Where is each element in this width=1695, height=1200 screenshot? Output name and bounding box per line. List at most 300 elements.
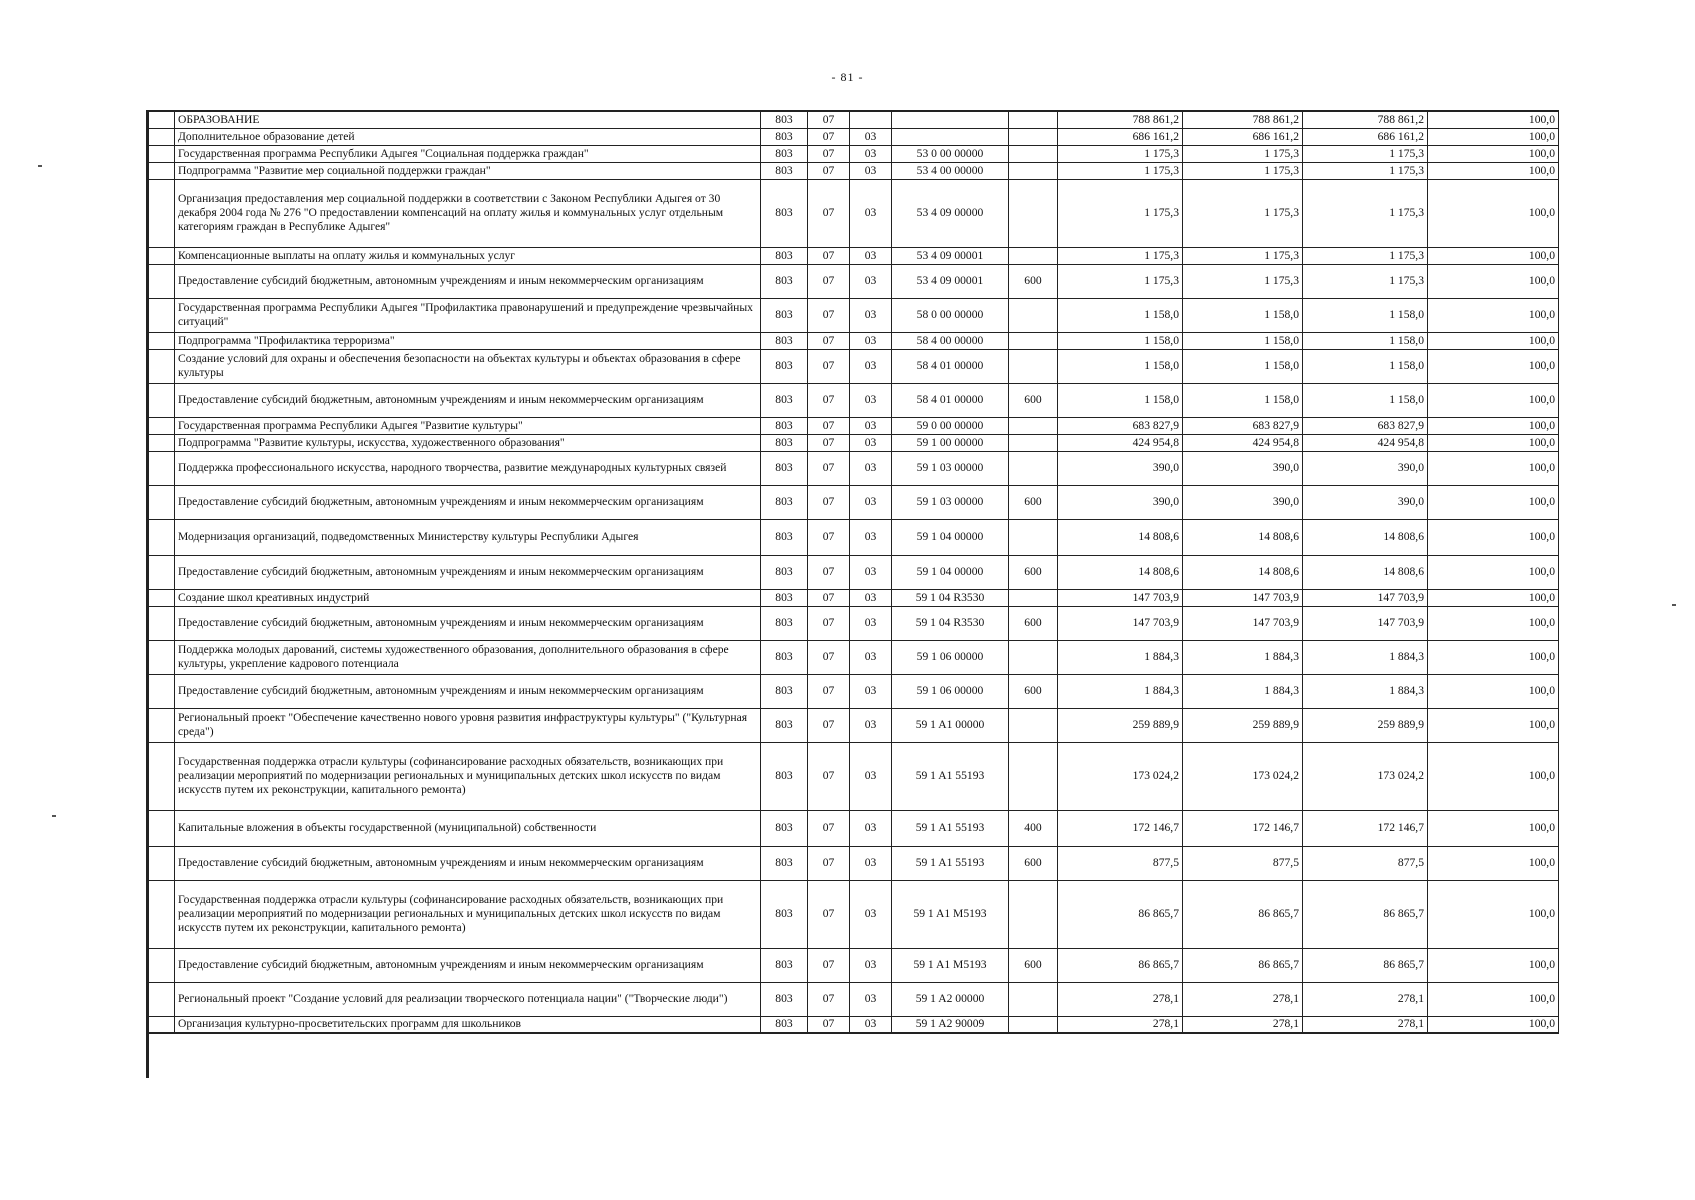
rz-code: 07 xyxy=(808,298,850,332)
pr-code xyxy=(850,111,892,128)
percent: 100,0 xyxy=(1428,982,1559,1016)
table-row xyxy=(149,162,1559,179)
amount-1: 14 808,6 xyxy=(1058,519,1183,555)
amount-3: 86 865,7 xyxy=(1303,948,1428,982)
row-name: Создание школ креативных индустрий xyxy=(175,589,761,606)
row-name: Создание условий для охраны и обеспечения безопасности на объектах культуры и объектах образования в сфере культуры xyxy=(175,349,761,383)
csr-code: 59 1 03 00000 xyxy=(892,451,1009,485)
rz-code: 07 xyxy=(808,417,850,434)
percent: 100,0 xyxy=(1428,349,1559,383)
amount-1: 686 161,2 xyxy=(1058,128,1183,145)
csr-code: 59 1 04 R3530 xyxy=(892,589,1009,606)
pr-code: 03 xyxy=(850,128,892,145)
ved-code: 803 xyxy=(761,519,808,555)
row-gutter xyxy=(149,640,175,674)
amount-1: 683 827,9 xyxy=(1058,417,1183,434)
row-name: ОБРАЗОВАНИЕ xyxy=(175,111,761,128)
row-name: Государственная программа Республики Адыгея "Развитие культуры" xyxy=(175,417,761,434)
rz-code: 07 xyxy=(808,145,850,162)
ved-code: 803 xyxy=(761,298,808,332)
row-name: Государственная программа Республики Адыгея "Профилактика правонарушений и предупреждение чрезвычайных ситуаций" xyxy=(175,298,761,332)
amount-3: 1 158,0 xyxy=(1303,383,1428,417)
amount-3: 147 703,9 xyxy=(1303,589,1428,606)
pr-code: 03 xyxy=(850,383,892,417)
rz-code: 07 xyxy=(808,264,850,298)
amount-1: 1 158,0 xyxy=(1058,383,1183,417)
csr-code: 59 1 00 00000 xyxy=(892,434,1009,451)
pr-code: 03 xyxy=(850,640,892,674)
ved-code: 803 xyxy=(761,247,808,264)
rz-code: 07 xyxy=(808,111,850,128)
amount-3: 172 146,7 xyxy=(1303,810,1428,846)
percent: 100,0 xyxy=(1428,247,1559,264)
amount-2: 1 158,0 xyxy=(1183,332,1303,349)
amount-2: 278,1 xyxy=(1183,982,1303,1016)
csr-code: 59 1 04 00000 xyxy=(892,519,1009,555)
vr-code xyxy=(1009,519,1058,555)
vr-code: 600 xyxy=(1009,383,1058,417)
table-row xyxy=(149,349,1559,383)
table-row xyxy=(149,179,1559,247)
vr-code: 600 xyxy=(1009,606,1058,640)
amount-3: 390,0 xyxy=(1303,451,1428,485)
amount-3: 1 884,3 xyxy=(1303,674,1428,708)
page-number: - 81 - xyxy=(831,70,864,84)
pr-code: 03 xyxy=(850,179,892,247)
amount-1: 147 703,9 xyxy=(1058,589,1183,606)
row-gutter xyxy=(149,145,175,162)
csr-code: 59 1 06 00000 xyxy=(892,640,1009,674)
amount-1: 424 954,8 xyxy=(1058,434,1183,451)
amount-3: 173 024,2 xyxy=(1303,742,1428,810)
vr-code: 400 xyxy=(1009,810,1058,846)
amount-2: 14 808,6 xyxy=(1183,555,1303,589)
amount-1: 86 865,7 xyxy=(1058,948,1183,982)
rz-code: 07 xyxy=(808,1016,850,1033)
row-gutter xyxy=(149,383,175,417)
amount-2: 424 954,8 xyxy=(1183,434,1303,451)
table-row xyxy=(149,519,1559,555)
csr-code: 59 1 A1 55193 xyxy=(892,846,1009,880)
vr-code xyxy=(1009,417,1058,434)
row-gutter xyxy=(149,485,175,519)
row-gutter xyxy=(149,742,175,810)
amount-3: 1 158,0 xyxy=(1303,349,1428,383)
row-name: Предоставление субсидий бюджетным, автономным учреждениям и иным некоммерческим организациям xyxy=(175,846,761,880)
table-row xyxy=(149,298,1559,332)
ved-code: 803 xyxy=(761,434,808,451)
row-gutter xyxy=(149,708,175,742)
row-gutter xyxy=(149,1016,175,1033)
amount-3: 788 861,2 xyxy=(1303,111,1428,128)
amount-2: 390,0 xyxy=(1183,451,1303,485)
table-row xyxy=(149,846,1559,880)
csr-code: 58 4 01 00000 xyxy=(892,383,1009,417)
row-gutter xyxy=(149,589,175,606)
csr-code: 59 0 00 00000 xyxy=(892,417,1009,434)
csr-code: 59 1 A1 55193 xyxy=(892,742,1009,810)
percent: 100,0 xyxy=(1428,145,1559,162)
rz-code: 07 xyxy=(808,674,850,708)
rz-code: 07 xyxy=(808,349,850,383)
row-name: Предоставление субсидий бюджетным, автономным учреждениям и иным некоммерческим организациям xyxy=(175,674,761,708)
row-name: Компенсационные выплаты на оплату жилья и коммунальных услуг xyxy=(175,247,761,264)
pr-code: 03 xyxy=(850,948,892,982)
table-row xyxy=(149,982,1559,1016)
pr-code: 03 xyxy=(850,708,892,742)
pr-code: 03 xyxy=(850,589,892,606)
rz-code: 07 xyxy=(808,810,850,846)
pr-code: 03 xyxy=(850,247,892,264)
amount-3: 1 158,0 xyxy=(1303,332,1428,349)
amount-2: 1 884,3 xyxy=(1183,674,1303,708)
amount-1: 1 884,3 xyxy=(1058,674,1183,708)
row-gutter xyxy=(149,451,175,485)
ved-code: 803 xyxy=(761,606,808,640)
vr-code xyxy=(1009,451,1058,485)
ved-code: 803 xyxy=(761,162,808,179)
table-row xyxy=(149,264,1559,298)
row-name: Государственная поддержка отрасли культуры (софинансирование расходных обязательств, возникающих при реализации мероприятий по модернизации региональных и муниципальных детских школ искусств по видам искусств путем их реконструкции, капитального ремонта) xyxy=(175,880,761,948)
amount-3: 14 808,6 xyxy=(1303,555,1428,589)
ved-code: 803 xyxy=(761,111,808,128)
vr-code xyxy=(1009,111,1058,128)
csr-code: 59 1 A1 55193 xyxy=(892,810,1009,846)
amount-2: 1 175,3 xyxy=(1183,145,1303,162)
amount-2: 147 703,9 xyxy=(1183,589,1303,606)
amount-2: 390,0 xyxy=(1183,485,1303,519)
row-gutter xyxy=(149,417,175,434)
rz-code: 07 xyxy=(808,708,850,742)
row-name: Предоставление субсидий бюджетным, автономным учреждениям и иным некоммерческим организациям xyxy=(175,383,761,417)
rz-code: 07 xyxy=(808,555,850,589)
amount-1: 1 158,0 xyxy=(1058,349,1183,383)
amount-1: 172 146,7 xyxy=(1058,810,1183,846)
csr-code: 59 1 A1 M5193 xyxy=(892,880,1009,948)
table-row xyxy=(149,434,1559,451)
ved-code: 803 xyxy=(761,846,808,880)
row-gutter xyxy=(149,332,175,349)
rz-code: 07 xyxy=(808,519,850,555)
csr-code xyxy=(892,111,1009,128)
ved-code: 803 xyxy=(761,982,808,1016)
amount-3: 1 175,3 xyxy=(1303,179,1428,247)
vr-code xyxy=(1009,708,1058,742)
pr-code: 03 xyxy=(850,742,892,810)
pr-code: 03 xyxy=(850,674,892,708)
amount-2: 788 861,2 xyxy=(1183,111,1303,128)
pr-code: 03 xyxy=(850,555,892,589)
amount-1: 173 024,2 xyxy=(1058,742,1183,810)
ved-code: 803 xyxy=(761,383,808,417)
amount-2: 1 884,3 xyxy=(1183,640,1303,674)
pr-code: 03 xyxy=(850,519,892,555)
rz-code: 07 xyxy=(808,589,850,606)
vr-code xyxy=(1009,640,1058,674)
percent: 100,0 xyxy=(1428,589,1559,606)
table-row xyxy=(149,674,1559,708)
rz-code: 07 xyxy=(808,128,850,145)
percent: 100,0 xyxy=(1428,111,1559,128)
amount-2: 147 703,9 xyxy=(1183,606,1303,640)
row-name: Предоставление субсидий бюджетным, автономным учреждениям и иным некоммерческим организациям xyxy=(175,485,761,519)
pr-code: 03 xyxy=(850,434,892,451)
percent: 100,0 xyxy=(1428,846,1559,880)
amount-2: 1 158,0 xyxy=(1183,298,1303,332)
amount-1: 390,0 xyxy=(1058,451,1183,485)
ved-code: 803 xyxy=(761,451,808,485)
row-name: Предоставление субсидий бюджетным, автономным учреждениям и иным некоммерческим организациям xyxy=(175,948,761,982)
amount-2: 86 865,7 xyxy=(1183,880,1303,948)
csr-code: 53 4 00 00000 xyxy=(892,162,1009,179)
ved-code: 803 xyxy=(761,145,808,162)
rz-code: 07 xyxy=(808,451,850,485)
row-name: Подпрограмма "Профилактика терроризма" xyxy=(175,332,761,349)
vr-code xyxy=(1009,145,1058,162)
ved-code: 803 xyxy=(761,179,808,247)
row-gutter xyxy=(149,179,175,247)
rz-code: 07 xyxy=(808,162,850,179)
amount-3: 278,1 xyxy=(1303,982,1428,1016)
amount-1: 1 175,3 xyxy=(1058,145,1183,162)
vr-code xyxy=(1009,982,1058,1016)
table-row xyxy=(149,383,1559,417)
pr-code: 03 xyxy=(850,298,892,332)
row-gutter xyxy=(149,434,175,451)
csr-code: 59 1 06 00000 xyxy=(892,674,1009,708)
row-gutter xyxy=(149,880,175,948)
vr-code: 600 xyxy=(1009,264,1058,298)
percent: 100,0 xyxy=(1428,555,1559,589)
ved-code: 803 xyxy=(761,742,808,810)
percent: 100,0 xyxy=(1428,451,1559,485)
rz-code: 07 xyxy=(808,434,850,451)
amount-3: 278,1 xyxy=(1303,1016,1428,1033)
ved-code: 803 xyxy=(761,948,808,982)
row-name: Организация культурно-просветительских программ для школьников xyxy=(175,1016,761,1033)
amount-1: 147 703,9 xyxy=(1058,606,1183,640)
percent: 100,0 xyxy=(1428,810,1559,846)
vr-code xyxy=(1009,742,1058,810)
row-name: Государственная поддержка отрасли культуры (софинансирование расходных обязательств, возникающих при реализации мероприятий по модернизации региональных и муниципальных детских школ искусств по видам искусств путем их реконструкции, капитального ремонта) xyxy=(175,742,761,810)
percent: 100,0 xyxy=(1428,674,1559,708)
percent: 100,0 xyxy=(1428,519,1559,555)
amount-2: 259 889,9 xyxy=(1183,708,1303,742)
row-name: Дополнительное образование детей xyxy=(175,128,761,145)
pr-code: 03 xyxy=(850,606,892,640)
pr-code: 03 xyxy=(850,145,892,162)
vr-code xyxy=(1009,298,1058,332)
amount-3: 1 175,3 xyxy=(1303,264,1428,298)
table-row xyxy=(149,708,1559,742)
row-gutter xyxy=(149,264,175,298)
ved-code: 803 xyxy=(761,417,808,434)
table-row xyxy=(149,111,1559,128)
amount-1: 1 175,3 xyxy=(1058,247,1183,264)
vr-code xyxy=(1009,1016,1058,1033)
vr-code xyxy=(1009,128,1058,145)
amount-1: 1 175,3 xyxy=(1058,162,1183,179)
amount-1: 278,1 xyxy=(1058,982,1183,1016)
row-name: Предоставление субсидий бюджетным, автономным учреждениям и иным некоммерческим организациям xyxy=(175,555,761,589)
amount-2: 686 161,2 xyxy=(1183,128,1303,145)
amount-1: 1 175,3 xyxy=(1058,264,1183,298)
ved-code: 803 xyxy=(761,485,808,519)
row-name: Предоставление субсидий бюджетным, автономным учреждениям и иным некоммерческим организациям xyxy=(175,264,761,298)
ved-code: 803 xyxy=(761,708,808,742)
pr-code: 03 xyxy=(850,417,892,434)
amount-1: 14 808,6 xyxy=(1058,555,1183,589)
amount-1: 390,0 xyxy=(1058,485,1183,519)
amount-1: 1 884,3 xyxy=(1058,640,1183,674)
row-gutter xyxy=(149,606,175,640)
vr-code xyxy=(1009,162,1058,179)
amount-3: 147 703,9 xyxy=(1303,606,1428,640)
amount-1: 1 175,3 xyxy=(1058,179,1183,247)
vr-code xyxy=(1009,589,1058,606)
percent: 100,0 xyxy=(1428,708,1559,742)
table-row xyxy=(149,589,1559,606)
row-name: Капитальные вложения в объекты государственной (муниципальной) собственности xyxy=(175,810,761,846)
rz-code: 07 xyxy=(808,640,850,674)
ved-code: 803 xyxy=(761,589,808,606)
percent: 100,0 xyxy=(1428,880,1559,948)
scan-mark xyxy=(1672,604,1676,606)
row-name: Организация предоставления мер социальной поддержки в соответствии с Законом Республики Адыгея от 30 декабря 2004 года № 276 "О предоставлении компенсаций на оплату жилья и коммунальных услуг отдельным категориям граждан в Республике Адыгея" xyxy=(175,179,761,247)
amount-3: 14 808,6 xyxy=(1303,519,1428,555)
row-name: Модернизация организаций, подведомственных Министерству культуры Республики Адыгея xyxy=(175,519,761,555)
amount-3: 1 175,3 xyxy=(1303,247,1428,264)
table-row xyxy=(149,145,1559,162)
csr-code: 53 4 09 00000 xyxy=(892,179,1009,247)
amount-1: 278,1 xyxy=(1058,1016,1183,1033)
percent: 100,0 xyxy=(1428,298,1559,332)
vr-code xyxy=(1009,247,1058,264)
row-gutter xyxy=(149,982,175,1016)
amount-2: 1 175,3 xyxy=(1183,179,1303,247)
amount-3: 1 158,0 xyxy=(1303,298,1428,332)
vr-code xyxy=(1009,332,1058,349)
percent: 100,0 xyxy=(1428,640,1559,674)
percent: 100,0 xyxy=(1428,1016,1559,1033)
rz-code: 07 xyxy=(808,742,850,810)
row-gutter xyxy=(149,349,175,383)
table-row xyxy=(149,606,1559,640)
vr-code: 600 xyxy=(1009,555,1058,589)
csr-code: 59 1 A2 90009 xyxy=(892,1016,1009,1033)
ved-code: 803 xyxy=(761,349,808,383)
pr-code: 03 xyxy=(850,264,892,298)
table-row xyxy=(149,417,1559,434)
pr-code: 03 xyxy=(850,485,892,519)
percent: 100,0 xyxy=(1428,742,1559,810)
csr-code: 59 1 04 00000 xyxy=(892,555,1009,589)
pr-code: 03 xyxy=(850,349,892,383)
csr-code: 59 1 A1 M5193 xyxy=(892,948,1009,982)
table-row xyxy=(149,742,1559,810)
ved-code: 803 xyxy=(761,128,808,145)
pr-code: 03 xyxy=(850,451,892,485)
amount-2: 1 175,3 xyxy=(1183,264,1303,298)
amount-1: 877,5 xyxy=(1058,846,1183,880)
pr-code: 03 xyxy=(850,332,892,349)
vr-code xyxy=(1009,880,1058,948)
ved-code: 803 xyxy=(761,640,808,674)
budget-table xyxy=(148,110,1559,1034)
row-gutter xyxy=(149,298,175,332)
csr-code: 53 4 09 00001 xyxy=(892,264,1009,298)
amount-3: 424 954,8 xyxy=(1303,434,1428,451)
amount-3: 1 884,3 xyxy=(1303,640,1428,674)
rz-code: 07 xyxy=(808,982,850,1016)
pr-code: 03 xyxy=(850,880,892,948)
percent: 100,0 xyxy=(1428,485,1559,519)
percent: 100,0 xyxy=(1428,606,1559,640)
table-row xyxy=(149,247,1559,264)
csr-code: 58 4 01 00000 xyxy=(892,349,1009,383)
percent: 100,0 xyxy=(1428,948,1559,982)
ved-code: 803 xyxy=(761,674,808,708)
rz-code: 07 xyxy=(808,332,850,349)
rz-code: 07 xyxy=(808,485,850,519)
row-gutter xyxy=(149,128,175,145)
amount-1: 1 158,0 xyxy=(1058,298,1183,332)
pr-code: 03 xyxy=(850,162,892,179)
percent: 100,0 xyxy=(1428,417,1559,434)
amount-3: 1 175,3 xyxy=(1303,145,1428,162)
pr-code: 03 xyxy=(850,1016,892,1033)
amount-2: 683 827,9 xyxy=(1183,417,1303,434)
amount-3: 877,5 xyxy=(1303,846,1428,880)
vr-code xyxy=(1009,349,1058,383)
amount-2: 172 146,7 xyxy=(1183,810,1303,846)
table-row xyxy=(149,451,1559,485)
amount-2: 14 808,6 xyxy=(1183,519,1303,555)
percent: 100,0 xyxy=(1428,264,1559,298)
row-gutter xyxy=(149,162,175,179)
csr-code: 53 0 00 00000 xyxy=(892,145,1009,162)
table-row xyxy=(149,640,1559,674)
ved-code: 803 xyxy=(761,1016,808,1033)
vr-code: 600 xyxy=(1009,674,1058,708)
percent: 100,0 xyxy=(1428,383,1559,417)
table-row xyxy=(149,880,1559,948)
amount-1: 259 889,9 xyxy=(1058,708,1183,742)
amount-1: 1 158,0 xyxy=(1058,332,1183,349)
csr-code: 59 1 A2 00000 xyxy=(892,982,1009,1016)
csr-code: 58 0 00 00000 xyxy=(892,298,1009,332)
amount-2: 86 865,7 xyxy=(1183,948,1303,982)
pr-code: 03 xyxy=(850,982,892,1016)
rz-code: 07 xyxy=(808,948,850,982)
ved-code: 803 xyxy=(761,264,808,298)
vr-code: 600 xyxy=(1009,485,1058,519)
percent: 100,0 xyxy=(1428,128,1559,145)
row-name: Поддержка молодых дарований, системы художественного образования, дополнительного образования в сфере культуры, укрепление кадрового потенциала xyxy=(175,640,761,674)
scan-mark xyxy=(38,165,42,167)
table-row xyxy=(149,1016,1559,1033)
amount-3: 259 889,9 xyxy=(1303,708,1428,742)
row-name: Государственная программа Республики Адыгея "Социальная поддержка граждан" xyxy=(175,145,761,162)
row-gutter xyxy=(149,846,175,880)
rz-code: 07 xyxy=(808,179,850,247)
scan-mark xyxy=(52,815,56,817)
row-gutter xyxy=(149,674,175,708)
amount-3: 686 161,2 xyxy=(1303,128,1428,145)
csr-code: 59 1 03 00000 xyxy=(892,485,1009,519)
ved-code: 803 xyxy=(761,810,808,846)
amount-2: 877,5 xyxy=(1183,846,1303,880)
